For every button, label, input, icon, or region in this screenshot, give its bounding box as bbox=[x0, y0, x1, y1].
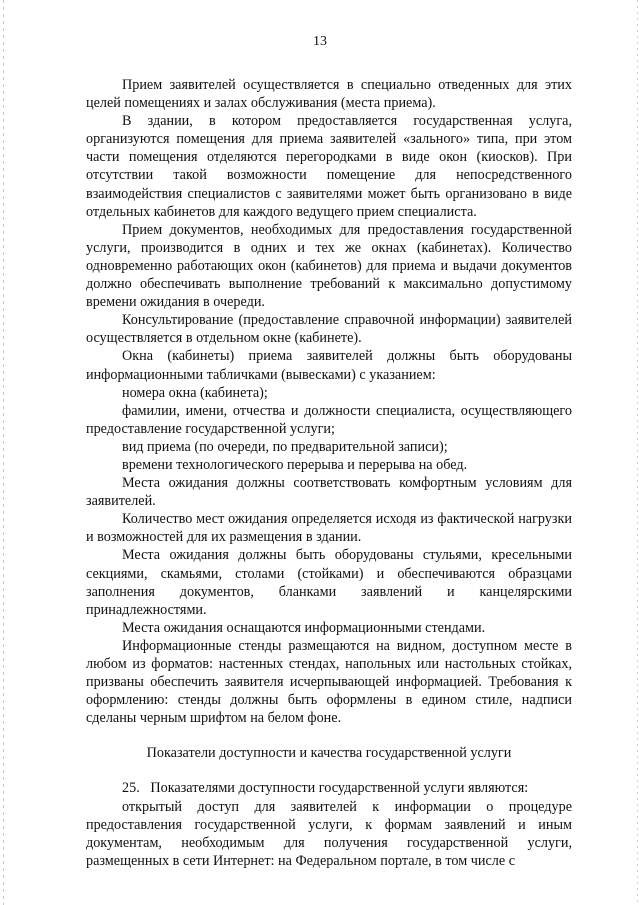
numbered-paragraph: 25. Показателями доступности государственной услуги являются: bbox=[122, 780, 529, 797]
list-item: вид приема (по очереди, по предварительной записи); bbox=[122, 438, 448, 455]
paragraph: Места ожидания должны соответствовать комфортным условиям для заявителей. bbox=[86, 475, 572, 510]
list-item: времени технологического перерыва и перерыва на обед. bbox=[122, 456, 468, 473]
scan-edge-left bbox=[3, 0, 4, 905]
list-item: номера окна (кабинета); bbox=[122, 384, 268, 401]
list-item: фамилии, имени, отчества и должности специалиста, осуществляющего предоставление государственной услуги; bbox=[86, 402, 572, 437]
paragraph: Прием заявителей осуществляется в специально отведенных для этих целей помещениях и залах обслуживания (места приема). bbox=[86, 77, 572, 112]
paragraph: Консультирование (предоставление справочной информации) заявителей осуществляется в отдельном окне (кабинете). bbox=[86, 312, 572, 347]
paragraph: Места ожидания оснащаются информационными стендами. bbox=[122, 619, 486, 636]
document-body bbox=[86, 76, 572, 870]
scan-edge-right bbox=[637, 0, 638, 905]
paragraph: Прием документов, необходимых для предоставления государственной услуги, производится в одних и тех же окнах (кабинетах). Количество одновременно работающих окон (кабинетов) для приема и выдачи документов должно обеспечивать выполнение требований к максимально допустимому времени ожидания в очереди. bbox=[86, 221, 572, 311]
paragraph: Окна (кабинеты) приема заявителей должны быть оборудованы информационными табличками (вывесками) с указанием: bbox=[86, 348, 572, 383]
paragraph: Информационные стенды размещаются на видном, доступном месте в любом из форматов: настенных стендах, напольных или настольных стойках, призваны обеспечить заявителя исчерпывающей информацией. Требования к оформлению: стенды должны быть оформлены в едином стиле, надписи сделаны черным шрифтом на белом фоне. bbox=[86, 637, 572, 727]
paragraph: открытый доступ для заявителей к информации о процедуре предоставления государственной услуги, к формам заявлений и иным документам, необходимым для получения государственной услуги, размещенных в сети Интернет: на Федеральном портале, в том числе с bbox=[86, 798, 572, 869]
paragraph: Места ожидания должны быть оборудованы стульями, кресельными секциями, скамьями, столами (стойками) и обеспечиваются образцами заполнения документов, бланками заявлений и канцелярскими принадлежностями. bbox=[86, 547, 572, 618]
paragraph: Количество мест ожидания определяется исходя из фактической нагрузки и возможностей для их размещения в здании. bbox=[86, 511, 572, 546]
section-heading: Показатели доступности и качества государственной услуги bbox=[146, 745, 512, 762]
paragraph: В здании, в котором предоставляется государственная услуга, организуются помещения для приема заявителей «зального» типа, при этом части помещения отделяются перегородками в виде окон (киосков). При отсутствии такой возможности помещение для непосредственного взаимодействия специалистов с заявителями может быть организовано в виде отдельных кабинетов для каждого ведущего прием специалиста. bbox=[86, 113, 572, 220]
page-number: 13 bbox=[313, 34, 327, 49]
